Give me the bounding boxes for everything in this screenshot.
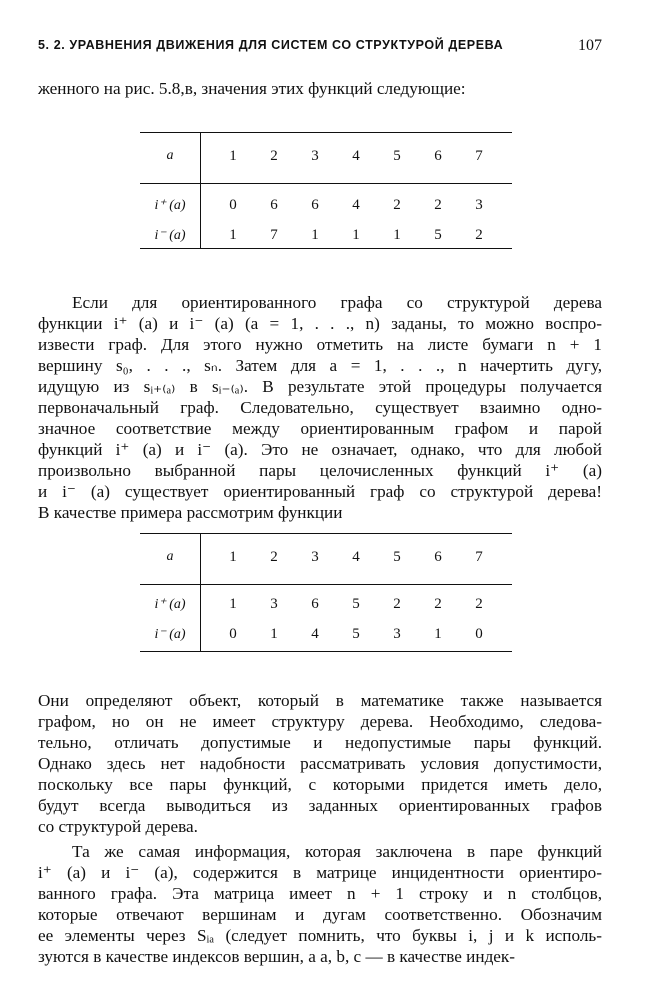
paragraph3-line: ванного графа. Эта матрица имеет n + 1 строку и n столбцов,	[38, 884, 602, 903]
table1-column-header: 7	[475, 148, 483, 164]
table2-header-label: a	[166, 549, 174, 564]
table1-cell: 5	[434, 227, 442, 243]
paragraph-2	[38, 690, 602, 837]
table2-cell: 0	[475, 626, 483, 642]
paragraph-3-lines	[38, 841, 602, 967]
table2-cell: 2	[393, 596, 401, 612]
table1-cell: 6	[270, 197, 278, 213]
table-1-bottom-rule	[140, 248, 512, 249]
table2-cell: 2	[434, 596, 442, 612]
paragraph2-line: поскольку все пары функций, с которыми придется иметь дело,	[38, 775, 602, 794]
paragraph2-line: со структурой дерева.	[38, 817, 198, 836]
table2-cell: 3	[393, 626, 401, 642]
paragraph-2-lines	[38, 690, 602, 837]
table2-cell: 2	[475, 596, 483, 612]
paragraph1-line: В качестве примера рассмотрим функции	[38, 503, 343, 522]
table2-cell: 3	[270, 596, 278, 612]
table1-column-header: 1	[229, 148, 237, 164]
paragraph2-line: тельно, отличать допустимые и недопустимые пары функций.	[38, 733, 602, 752]
table-1-top-rule	[140, 132, 512, 133]
table1-cell: 4	[352, 197, 360, 213]
table1-cell: 3	[475, 197, 483, 213]
table2-cell: 1	[229, 596, 237, 612]
page-number: 107	[578, 37, 602, 54]
table2-cell: 1	[270, 626, 278, 642]
table2-column-header: 5	[393, 549, 401, 565]
table2-cell: 0	[229, 626, 237, 642]
table1-cell: 1	[229, 227, 237, 243]
table1-row-label: i⁺ (a)	[154, 198, 186, 213]
paragraph-1	[38, 292, 602, 523]
table2-row-label: i⁺ (a)	[154, 597, 186, 612]
table2-column-header: 3	[311, 549, 319, 565]
intro-line: женного на рис. 5.8,в, значения этих функций следующие:	[38, 79, 466, 98]
table-2-bottom-rule	[140, 651, 512, 652]
table2-column-header: 2	[270, 549, 278, 565]
table2-column-header: 6	[434, 549, 442, 565]
paragraph3-line: i⁺ (a) и i⁻ (a), содержится в матрице инцидентности ориентиро-	[38, 863, 602, 882]
paragraph1-line: функции i⁺ (a) и i⁻ (a) (a = 1, . . ., n) заданы, то можно воспро-	[38, 314, 602, 333]
table-2-column-rule	[200, 533, 201, 652]
table1-column-header: 4	[352, 148, 360, 164]
table1-header-label: a	[166, 148, 174, 163]
table2-cell: 4	[311, 626, 319, 642]
table-2-top-rule	[140, 533, 512, 534]
paragraph2-line: графом, но он не имеет структуру дерева. Необходимо, следова-	[38, 712, 602, 731]
table1-cell: 1	[352, 227, 360, 243]
paragraph1-line: Если для ориентированного графа со структурой дерева	[72, 293, 602, 312]
table1-cell: 1	[393, 227, 401, 243]
table1-cell: 2	[434, 197, 442, 213]
paragraph-3	[38, 841, 602, 967]
table1-cell: 0	[229, 197, 237, 213]
table1-column-header: 6	[434, 148, 442, 164]
paragraph-1-lines	[38, 292, 602, 523]
paragraph1-line: идущую из sᵢ₊₍ₐ₎ в sᵢ₋₍ₐ₎. В результате этой процедуры получается	[38, 377, 602, 396]
paragraph1-line: извести граф. Для этого нужно отметить на листе бумаги n + 1	[38, 335, 602, 354]
table2-column-header: 4	[352, 549, 360, 565]
table1-column-header: 5	[393, 148, 401, 164]
table2-cell: 5	[352, 596, 360, 612]
paragraph1-line: значное соответствие между ориентированным графом и парой	[38, 419, 602, 438]
table2-row-label: i⁻ (a)	[154, 627, 186, 642]
table1-cell: 6	[311, 197, 319, 213]
table1-cell: 2	[393, 197, 401, 213]
table1-cell: 2	[475, 227, 483, 243]
table2-column-header: 1	[229, 549, 237, 565]
paragraph2-line: Однако здесь нет надобности рассматривать условия допустимости,	[38, 754, 602, 773]
paragraph3-line: которые отвечают вершинам и дугам соответственно. Обозначим	[38, 905, 602, 924]
intro-text	[38, 78, 602, 99]
paragraph1-line: произвольно выбранной пары целочисленных функций i⁺ (a)	[38, 461, 602, 480]
paragraph2-line: Они определяют объект, который в математике также называется	[38, 691, 602, 710]
paragraph1-line: вершину s₀, . . ., sₙ. Затем для a = 1, . . ., n начертить дугу,	[38, 356, 602, 375]
paragraph3-line: ее элементы через Sᵢₐ (следует помнить, что буквы i, j и k исполь-	[38, 926, 602, 945]
paragraph3-line: зуются в качестве индексов вершин, а a, b, c — в качестве индек-	[38, 947, 516, 966]
header-title: 5. 2. УРАВНЕНИЯ ДВИЖЕНИЯ ДЛЯ СИСТЕМ СО СТРУКТУРОЙ ДЕРЕВА	[38, 38, 504, 52]
table2-cell: 6	[311, 596, 319, 612]
table-1-column-rule	[200, 132, 201, 249]
table2-cell: 1	[434, 626, 442, 642]
paragraph3-line: Та же самая информация, которая заключена в паре функций	[72, 842, 602, 861]
table1-cell: 1	[311, 227, 319, 243]
running-header	[38, 38, 602, 58]
table1-column-header: 3	[311, 148, 319, 164]
table2-cell: 5	[352, 626, 360, 642]
table1-column-header: 2	[270, 148, 278, 164]
paragraph1-line: функций i⁺ (a) и i⁻ (a). Это не означает, однако, что для любой	[38, 440, 602, 459]
table-2	[140, 533, 512, 655]
table-1	[140, 132, 512, 252]
table2-column-header: 7	[475, 549, 483, 565]
table1-row-label: i⁻ (a)	[154, 228, 186, 243]
paragraph1-line: и i⁻ (a) существует ориентированный граф со структурой дерева!	[38, 482, 602, 501]
table-1-mid-rule	[140, 183, 512, 184]
table-2-mid-rule	[140, 584, 512, 585]
table1-cell: 7	[270, 227, 278, 243]
paragraph2-line: будут всегда выводиться из заданных ориентированных графов	[38, 796, 602, 815]
paragraph1-line: первоначальный граф. Следовательно, существует взаимно одно-	[38, 398, 602, 417]
